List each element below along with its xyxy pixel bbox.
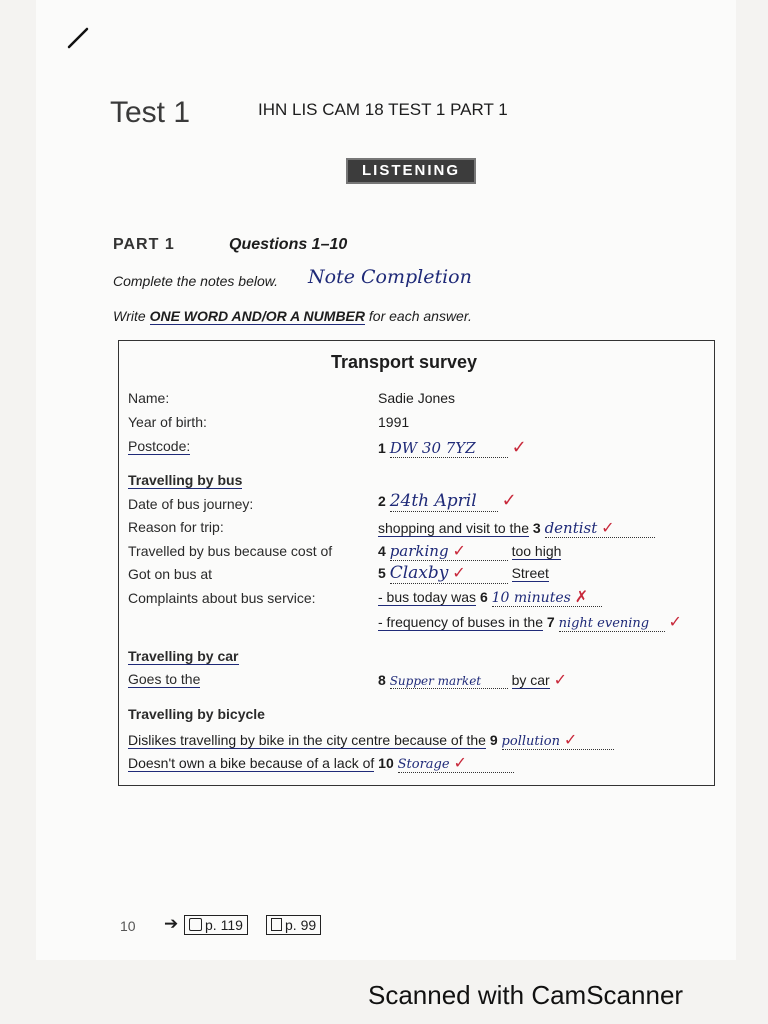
ref-2-text: p. 99 <box>285 917 317 933</box>
q3-number: 3 <box>532 520 541 536</box>
q10-row <box>128 753 514 773</box>
q2-tick-icon: ✓ <box>501 490 517 511</box>
complaint-1-prefix: - bus today was <box>378 589 477 605</box>
q1-tick-icon: ✓ <box>511 437 527 458</box>
car-heading: Travelling by car <box>128 648 239 664</box>
q6-row <box>378 587 602 607</box>
page-title: IHN LIS CAM 18 TEST 1 PART 1 <box>258 100 508 119</box>
complaints-label: Complaints about bus service: <box>128 590 316 606</box>
reason-label: Reason for trip: <box>128 519 224 535</box>
q8-row <box>378 670 567 689</box>
complaint-2-prefix: - frequency of buses in the <box>378 614 543 630</box>
q9-number: 9 <box>489 732 498 748</box>
reason-prefix: shopping and visit to the <box>378 520 529 536</box>
q7-number: 7 <box>546 614 555 630</box>
q5-answer: Claxby <box>389 563 449 583</box>
q4-tick-icon: ✓ <box>452 541 466 560</box>
q9-tick-icon: ✓ <box>563 730 578 749</box>
part-label: PART 1 <box>113 236 175 253</box>
q10-number: 10 <box>378 755 394 771</box>
q4-answer: parking <box>389 542 449 560</box>
postcode-label: Postcode: <box>128 438 191 454</box>
pen-stroke-mark <box>66 26 90 50</box>
name-label: Name: <box>128 390 170 406</box>
instruction-complete: Complete the notes below. <box>113 273 278 289</box>
note-completion-handwritten: Note Completion <box>308 266 472 288</box>
q3-answer: dentist <box>544 519 598 537</box>
instruction-write-suffix: for each answer. <box>368 308 472 324</box>
q3-row <box>378 518 655 538</box>
test-label: Test 1 <box>110 96 191 129</box>
answer-key-ref[interactable] <box>266 915 321 935</box>
bike-heading: Travelling by bicycle <box>128 706 265 722</box>
q4-suffix: too high <box>511 543 562 559</box>
q7-answer: night evening <box>558 616 650 631</box>
q5-tick-icon: ✓ <box>452 563 466 582</box>
q6-cross-icon: ✗ <box>574 587 589 606</box>
name-value: Sadie Jones <box>378 390 456 406</box>
dislikes-text: Dislikes travelling by bike in the city centre because of the <box>128 732 486 748</box>
instruction-write-prefix: Write <box>113 308 146 324</box>
questions-range: Questions 1–10 <box>229 236 348 253</box>
q2-number: 2 <box>378 493 386 509</box>
q1-answer: DW 30 7YZ <box>389 439 476 457</box>
q4-row <box>378 541 561 561</box>
q5-row <box>378 563 549 584</box>
q9-answer: pollution <box>501 734 560 749</box>
q8-number: 8 <box>378 672 386 688</box>
camscanner-watermark: Scanned with CamScanner <box>368 980 684 1010</box>
doesnt-own-text: Doesn't own a bike because of a lack of <box>128 755 375 771</box>
q6-number: 6 <box>479 589 488 605</box>
goes-label: Goes to the <box>128 671 201 687</box>
q5-suffix: Street <box>511 565 549 581</box>
cost-label: Travelled by bus because cost of <box>128 543 333 559</box>
instruction-write-bold: ONE WORD AND/OR A NUMBER <box>149 308 365 324</box>
ref-1-text: p. 119 <box>205 917 243 933</box>
year-of-birth-label: Year of birth: <box>128 414 207 430</box>
q1-number: 1 <box>378 440 386 456</box>
q3-tick-icon: ✓ <box>601 518 615 537</box>
q8-tick-icon: ✓ <box>553 670 567 689</box>
got-on-label: Got on bus at <box>128 566 213 582</box>
answer-key-icon <box>271 918 282 931</box>
q10-tick-icon: ✓ <box>453 753 467 772</box>
q6-answer: 10 minutes <box>491 590 571 606</box>
q1-row <box>378 437 527 458</box>
q2-row <box>378 490 517 512</box>
instruction-write <box>113 308 472 324</box>
q8-answer: Supper market <box>389 674 482 688</box>
q2-answer: 24th April <box>389 491 477 511</box>
arrow-icon: ➔ <box>164 914 179 933</box>
form-title: Transport survey <box>331 352 478 372</box>
q10-answer: Storage <box>397 757 450 772</box>
date-label: Date of bus journey: <box>128 496 254 512</box>
bus-heading: Travelling by bus <box>128 472 243 488</box>
q8-suffix: by car <box>511 672 550 688</box>
page-number: 10 <box>120 918 136 934</box>
q7-row <box>378 612 682 632</box>
year-of-birth-value: 1991 <box>378 414 410 430</box>
q5-number: 5 <box>378 565 386 581</box>
q7-tick-icon: ✓ <box>668 612 682 631</box>
audio-icon <box>189 918 202 931</box>
q4-number: 4 <box>378 543 386 559</box>
audioscript-ref[interactable] <box>184 915 248 935</box>
q9-row <box>128 730 614 750</box>
listening-badge: LISTENING <box>346 158 476 184</box>
